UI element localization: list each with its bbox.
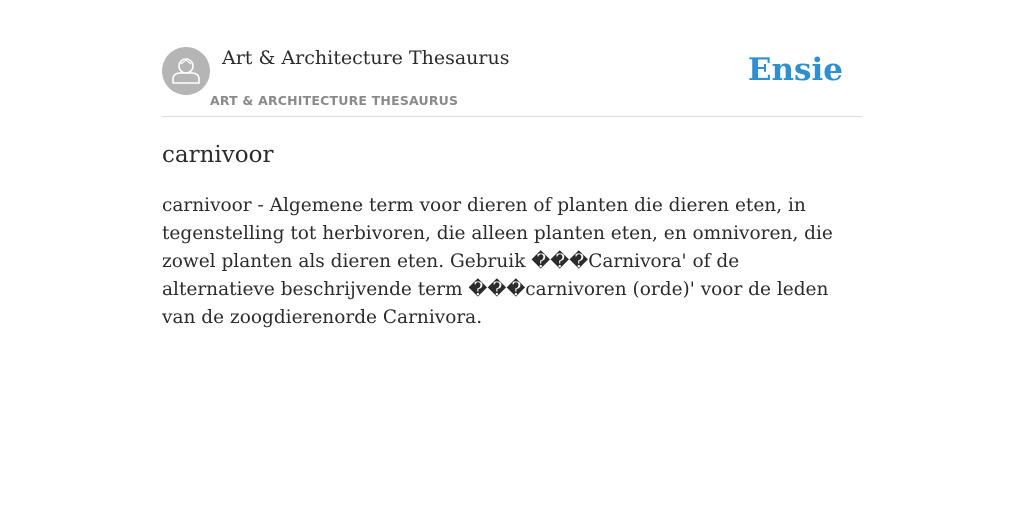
page-title: carnivoor	[162, 142, 274, 168]
source-label[interactable]: ART & ARCHITECTURE THESAURUS	[210, 93, 459, 108]
definition-text: carnivoor - Algemene term voor dieren of planten die dieren eten, in tegenstelling tot herbivoren, die alleen planten eten, en omnivoren, die zowel planten als dieren eten. Gebruik ���Carnivora' of de alternatieve beschrijvende term ���carnivoren (orde)' voor de leden van de zoogdierenorde Carnivora.	[162, 195, 833, 328]
author-name[interactable]: Art & Architecture Thesaurus	[222, 47, 510, 69]
user-icon	[162, 47, 210, 95]
entry-header	[162, 46, 862, 117]
avatar[interactable]	[162, 47, 210, 95]
brand-logo[interactable]: Ensie	[747, 52, 843, 88]
